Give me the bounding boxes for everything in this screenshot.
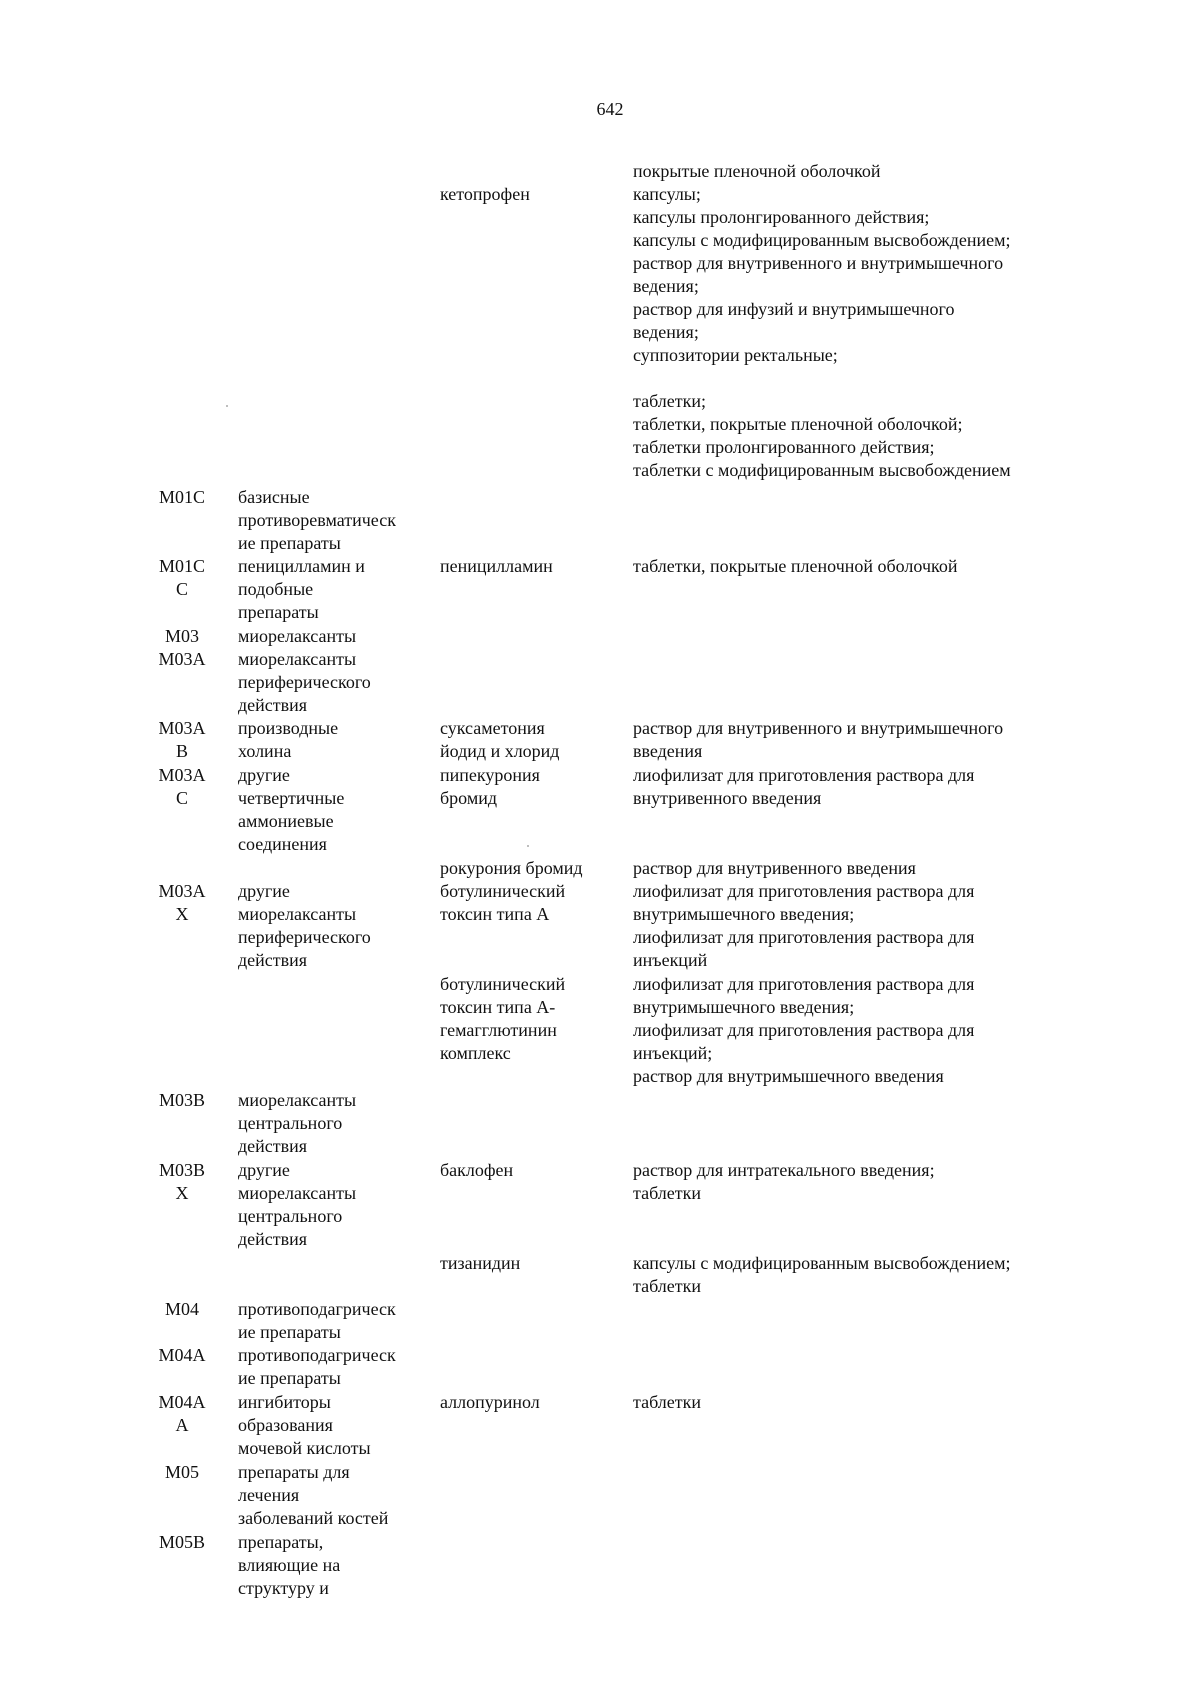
table-cell-code: М05 bbox=[164, 1462, 199, 1482]
table-cell-forms: капсулы с модифицированным высвобождением; таблетки bbox=[633, 1253, 1011, 1296]
table-cell-code: М03А С bbox=[158, 765, 206, 808]
page-number: 642 bbox=[596, 99, 624, 119]
table-cell-code: М03А Х bbox=[158, 881, 206, 924]
table-cell-code: М05В bbox=[158, 1532, 205, 1552]
table-cell-code: М03В Х bbox=[158, 1160, 205, 1203]
table-cell-forms: раствор для интратекального введения; таблетки bbox=[633, 1160, 935, 1203]
table-cell-code: М04А bbox=[158, 1345, 206, 1365]
scan-speck bbox=[527, 845, 529, 847]
table-cell-inn: аллопуринол bbox=[440, 1392, 540, 1412]
table-cell-inn: кетопрофен bbox=[440, 184, 530, 204]
table-cell-inn: ботулинический токсин типа А- гемагглютинин комплекс bbox=[440, 974, 566, 1063]
table-cell-forms: таблетки bbox=[633, 1392, 702, 1412]
scan-speck bbox=[226, 405, 228, 407]
table-cell-inn: пеницилламин bbox=[440, 556, 553, 576]
table-cell-name: базисные противоревматическ ие препараты bbox=[238, 487, 396, 553]
table-cell-inn: суксаметония йодид и хлорид bbox=[440, 718, 560, 761]
table-cell-code: М03В bbox=[158, 1090, 205, 1110]
table-cell-inn: баклофен bbox=[440, 1160, 514, 1180]
table-cell-name: противоподагрическ ие препараты bbox=[238, 1345, 396, 1388]
table-cell-code: М03 bbox=[164, 626, 199, 646]
table-cell-code: М01С bbox=[158, 487, 205, 507]
table-cell-code: М03А В bbox=[158, 718, 206, 761]
table-cell-forms: таблетки, покрытые пленочной оболочкой bbox=[633, 556, 958, 576]
table-cell-name: миорелаксанты центрального действия bbox=[238, 1090, 357, 1156]
table-cell-name: ингибиторы образования мочевой кислоты bbox=[238, 1392, 371, 1458]
table-cell-code: М04А А bbox=[158, 1392, 206, 1435]
table-cell-name: другие миорелаксанты центрального действия bbox=[238, 1160, 357, 1249]
table-cell-name: препараты для лечения заболеваний костей bbox=[238, 1462, 389, 1528]
table-cell-name: пеницилламин и подобные препараты bbox=[238, 556, 365, 622]
table-cell-name: другие миорелаксанты периферического действия bbox=[238, 881, 371, 970]
table-cell-forms: раствор для внутривенного введения bbox=[633, 858, 916, 878]
table-cell-inn: ботулинический токсин типа А bbox=[440, 881, 566, 924]
table-cell-name: миорелаксанты bbox=[238, 626, 357, 646]
table-cell-forms: лиофилизат для приготовления раствора для внутримышечного введения; лиофилизат для приготовления раствора для инъекций bbox=[633, 881, 975, 970]
table-cell-forms: раствор для внутривенного и внутримышечного введения bbox=[633, 718, 1004, 761]
table-cell-name: производные холина bbox=[238, 718, 339, 761]
table-cell-name: препараты, влияющие на структуру и bbox=[238, 1532, 341, 1598]
table-cell-forms: лиофилизат для приготовления раствора для внутривенного введения bbox=[633, 765, 975, 808]
table-cell-code: М03А bbox=[158, 649, 206, 669]
table-cell-inn: пипекурония бромид bbox=[440, 765, 540, 808]
table-cell-forms: покрытые пленочной оболочкой капсулы; капсулы пролонгированного действия; капсулы с модифицированным высвобождением; раствор для внутривенного и внутримышечного ведения; раствор для инфузий и внутримышечного ведения; суппозитории ректальные; таблетки; таблетки, покрытые пленочной оболочкой; таблетки пролонгированного действия; таблетки с модифицированным высвобождением bbox=[633, 161, 1011, 480]
table-cell-name: противоподагрическ ие препараты bbox=[238, 1299, 396, 1342]
table-cell-code: М01С С bbox=[158, 556, 205, 599]
table-cell-forms: лиофилизат для приготовления раствора для внутримышечного введения; лиофилизат для приготовления раствора для инъекций; раствор для внутримышечного введения bbox=[633, 974, 975, 1086]
table-cell-name: другие четвертичные аммониевые соединения bbox=[238, 765, 345, 854]
table-cell-name: миорелаксанты периферического действия bbox=[238, 649, 371, 715]
table-cell-inn: тизанидин bbox=[440, 1253, 521, 1273]
table-cell-inn: рокурония бромид bbox=[440, 858, 583, 878]
table-cell-code: М04 bbox=[164, 1299, 199, 1319]
